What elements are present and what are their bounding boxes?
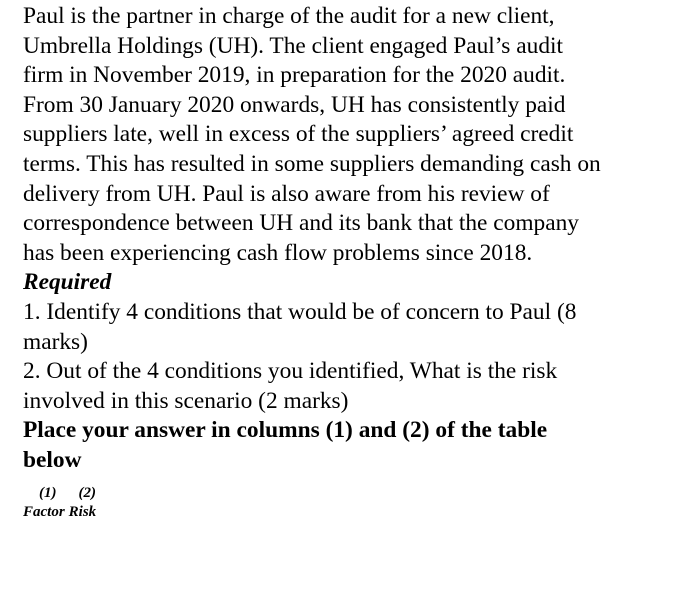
question-2	[23, 357, 688, 416]
column-2-label: Risk	[68, 503, 97, 520]
column-labels-row	[23, 503, 688, 522]
instruction-line-1: Place your answer in columns (1) and (2) of the table	[23, 417, 548, 444]
question-1	[23, 298, 688, 357]
column-numbers-row	[23, 484, 688, 503]
scenario-paragraph	[23, 2, 688, 268]
column-1-number: (1)	[39, 484, 57, 501]
scenario-line: terms. This has resulted in some suppliers demanding cash on	[23, 150, 601, 177]
scenario-line: correspondence between UH and its bank that the company	[23, 210, 579, 237]
question-document	[23, 2, 688, 522]
scenario-line: Paul is the partner in charge of the audit for a new client,	[23, 3, 555, 29]
question-1-line-2: marks)	[23, 328, 88, 355]
required-heading: Required	[23, 269, 112, 296]
question-2-line-1: 2. Out of the 4 conditions you identified, What is the risk	[23, 358, 558, 385]
question-2-line-2: involved in this scenario (2 marks)	[23, 387, 349, 414]
column-1-label: Factor	[23, 503, 65, 520]
answer-instruction	[23, 416, 688, 475]
scenario-line: From 30 January 2020 onwards, UH has consistently paid	[23, 91, 566, 118]
scenario-line: suppliers late, well in excess of the suppliers’ agreed credit	[23, 121, 574, 148]
scenario-line: firm in November 2019, in preparation for the 2020 audit.	[23, 62, 566, 89]
scenario-line: Umbrella Holdings (UH). The client engaged Paul’s audit	[23, 32, 564, 59]
answer-table-header	[23, 484, 688, 522]
question-1-line-1: 1. Identify 4 conditions that would be of concern to Paul (8	[23, 298, 577, 325]
instruction-line-2: below	[23, 446, 82, 473]
scenario-line: delivery from UH. Paul is also aware from his review of	[23, 180, 550, 207]
column-2-number: (2)	[78, 484, 96, 501]
scenario-line: has been experiencing cash flow problems since 2018.	[23, 239, 533, 266]
